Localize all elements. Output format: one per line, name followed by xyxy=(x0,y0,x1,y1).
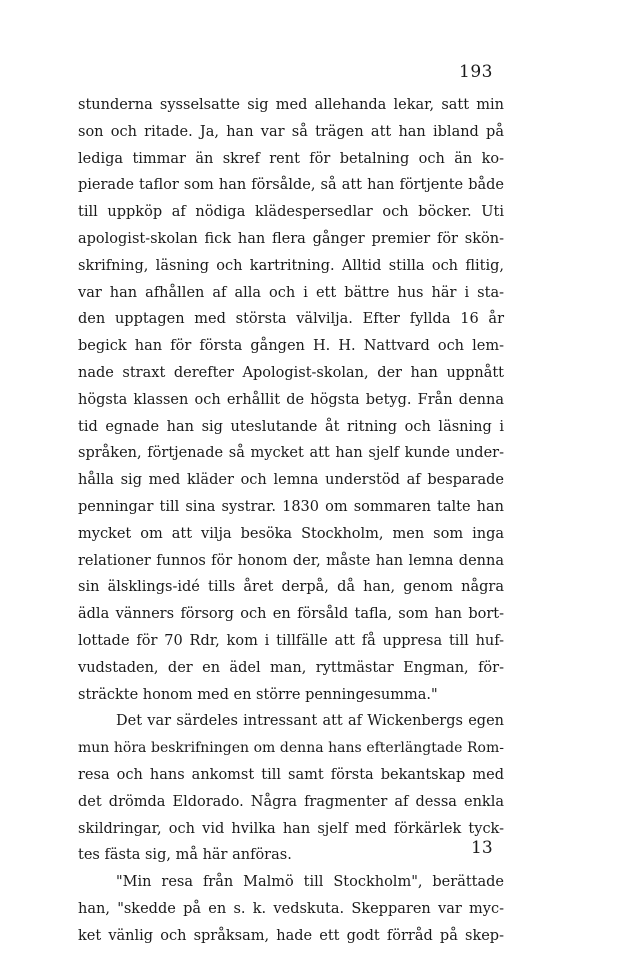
text-line: son och ritade. Ja, han var så trägen att han ibland på xyxy=(78,123,504,140)
text-line: resa och hans ankomst till samt första bekantskap med xyxy=(78,766,504,783)
text-line: begick han för första gången H. H. Nattvard och lem- xyxy=(78,338,504,355)
text-line: Det var särdeles intressant att af Wickenbergs egen xyxy=(116,713,504,730)
text-line: stunderna sysselsatte sig med allehanda lekar, satt min xyxy=(78,97,504,113)
text-line: lottade för 70 Rdr, kom i tillfälle att få uppresa till huf- xyxy=(78,632,504,649)
text-line: tid egnade han sig uteslutande åt ritning och läsning i xyxy=(78,418,504,435)
text-line: mun höra beskrifningen om denna hans efterlängtade Rom- xyxy=(78,740,504,757)
text-line: ket vänlig och språksam, hade ett godt förråd på skep- xyxy=(78,927,504,944)
text-line: hålla sig med kläder och lemna understöd af besparade xyxy=(78,472,504,489)
text-line: relationer funnos för honom der, måste han lemna denna xyxy=(78,552,504,569)
text-line: han, "skedde på en s. k. vedskuta. Skepparen var myc- xyxy=(78,900,504,917)
text-line: skrifning, läsning och kartritning. Alltid stilla och flitig, xyxy=(78,257,504,274)
text-line: till uppköp af nödiga klädespersedlar och böcker. Uti xyxy=(78,204,504,221)
text-line: "Min resa från Malmö till Stockholm", berättade xyxy=(116,874,504,891)
text-line: apologist-skolan fick han flera gånger premier för skön- xyxy=(78,230,504,247)
text-line: mycket om att vilja besöka Stockholm, men som inga xyxy=(78,525,504,542)
text-line: pierade taflor som han försålde, så att han förtjente både xyxy=(78,177,504,194)
text-line: penningar till sina systrar. 1830 om sommaren talte han xyxy=(78,498,504,515)
body-text xyxy=(78,92,504,950)
text-line: nade straxt derefter Apologist-skolan, der han uppnått xyxy=(78,364,504,381)
text-line: vudstaden, der en ädel man, ryttmästar Engman, för- xyxy=(78,659,504,676)
text-line: lediga timmar än skref rent för betalning och än ko- xyxy=(78,150,504,167)
text-line: den upptagen med största välvilja. Efter fyllda 16 år xyxy=(78,311,504,328)
text-line: sträckte honom med en större penningesumma." xyxy=(78,686,438,703)
text-line: var han afhållen af alla och i ett bättre hus här i sta- xyxy=(78,284,504,301)
signature-mark: 13 xyxy=(471,838,493,858)
text-line: sin älsklings-idé tills året derpå, då han, genom några xyxy=(78,579,504,596)
page-number: 193 xyxy=(459,62,493,82)
text-line: högsta klassen och erhållit de högsta betyg. Från denna xyxy=(78,391,504,408)
text-line: ädla vänners försorg och en försåld tafla, som han bort- xyxy=(78,606,504,623)
text-line: språken, förtjenade så mycket att han sjelf kunde under- xyxy=(78,445,504,462)
text-line: tes fästa sig, må här anföras. xyxy=(78,847,292,864)
text-line: skildringar, och vid hvilka han sjelf med förkärlek tyck- xyxy=(78,820,504,837)
text-line: det drömda Eldorado. Några fragmenter af dessa enkla xyxy=(78,793,504,810)
